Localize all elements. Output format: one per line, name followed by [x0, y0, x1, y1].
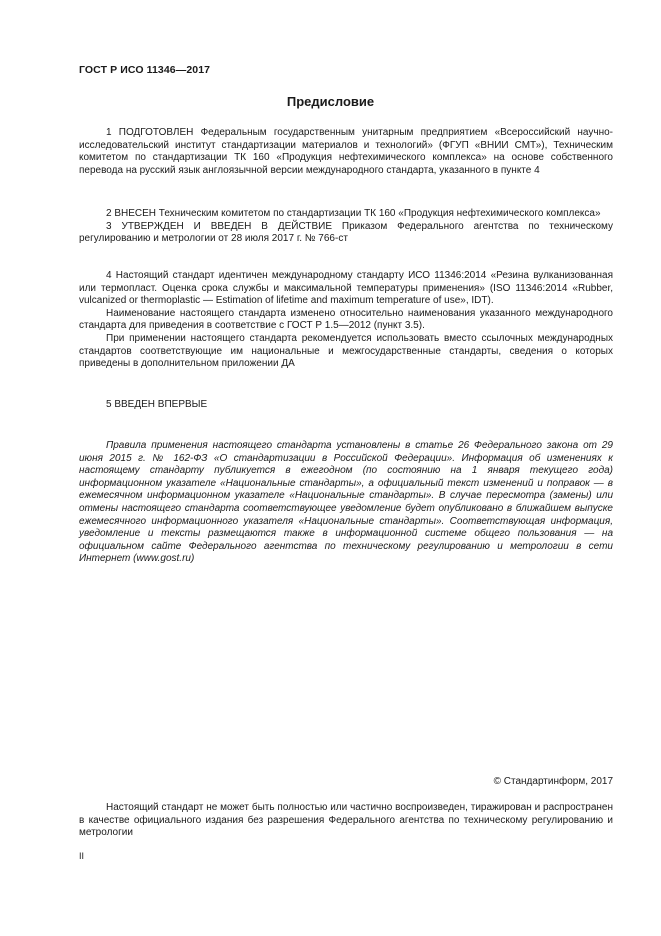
section-1	[79, 127, 613, 177]
page-number: II	[79, 851, 85, 861]
section-5-text: 5 ВВЕДЕН ВПЕРВЫЕ	[106, 399, 208, 410]
section-3-text: 3 УТВЕРЖДЕН И ВВЕДЕН В ДЕЙСТВИЕ Приказом Федерального агентства по техническому регулированию и метрологии от 28 июля 2017 г. № 766-ст	[79, 220, 613, 245]
section-4-para-3: При применении настоящего стандарта рекомендуется использовать вместо ссылочных международных стандартов соответствующие им национальные и межгосударственные стандарты, сведения о которых приведены в дополнительном приложении ДА	[79, 332, 613, 370]
section-1-text: 1 ПОДГОТОВЛЕН Федеральным государственным унитарным предприятием «Всероссийский научно-исследовательский институт стандартизации материалов и технологий» (ФГУП «ВНИИ СМТ»), Техническим комитетом по стандартизации ТК 160 «Продукция нефтехимического комплекса» на основе собственного перевода на русский язык англоязычной версии международного стандарта, указанного в пункте 4	[79, 127, 613, 176]
section-4-para-1: 4 Настоящий стандарт идентичен международному стандарту ИСО 11346:2014 «Резина вулканизованная или термопласт. Оценка срока службы и максимальной температуры применения» (ISO 11346:2014 «Rubber, vulcanized or thermoplastic — Estimation of lifetime and maximum temperature of use», IDT).	[79, 270, 613, 307]
section-2-text: 2 ВНЕСЕН Техническим комитетом по стандартизации ТК 160 «Продукция нефтехимического комплекса»	[106, 208, 601, 219]
standard-code-header: ГОСТ Р ИСО 11346—2017	[79, 64, 211, 76]
section-5	[79, 399, 613, 412]
usage-rules-notice: Правила применения настоящего стандарта установлены в статье 26 Федерального закона от 29 июня 2015 г. № 162-ФЗ «О стандартизации в Российской Федерации». Информация об изменениях к настоящему стандарту публикуется в ежегодном (по состоянию на 1 января текущего года) информационном указателе «Национальные стандарты», а официальный текст изменений и поправок — в ежемесячном информационном указателе «Национальные стандарты». В случае пересмотра (замены) или отмены настоящего стандарта соответствующее уведомление будет опубликовано в ближайшем выпуске ежемесячного информационного указателя «Национальные стандарты». Соответствующая информация, уведомление и тексты размещаются также в информационной системе общего пользования — на официальном сайте Федерального агентства по техническому регулированию и метрологии в сети Интернет (www.gost.ru)	[79, 440, 613, 565]
page-title: Предисловие	[286, 94, 375, 109]
section-4-para-2: Наименование настоящего стандарта изменено относительно наименования указанного международного стандарта для приведения в соответствие с ГОСТ Р 1.5—2012 (пункт 3.5).	[79, 307, 613, 332]
section-4	[79, 270, 613, 371]
reproduction-notice: Настоящий стандарт не может быть полностью или частично воспроизведен, тиражирован и распространен в качестве официального издания без разрешения Федерального агентства по техническому регулированию и метрологии	[79, 802, 613, 839]
copyright-line: © Стандартинформ, 2017	[493, 776, 613, 787]
section-2-3	[79, 208, 613, 246]
